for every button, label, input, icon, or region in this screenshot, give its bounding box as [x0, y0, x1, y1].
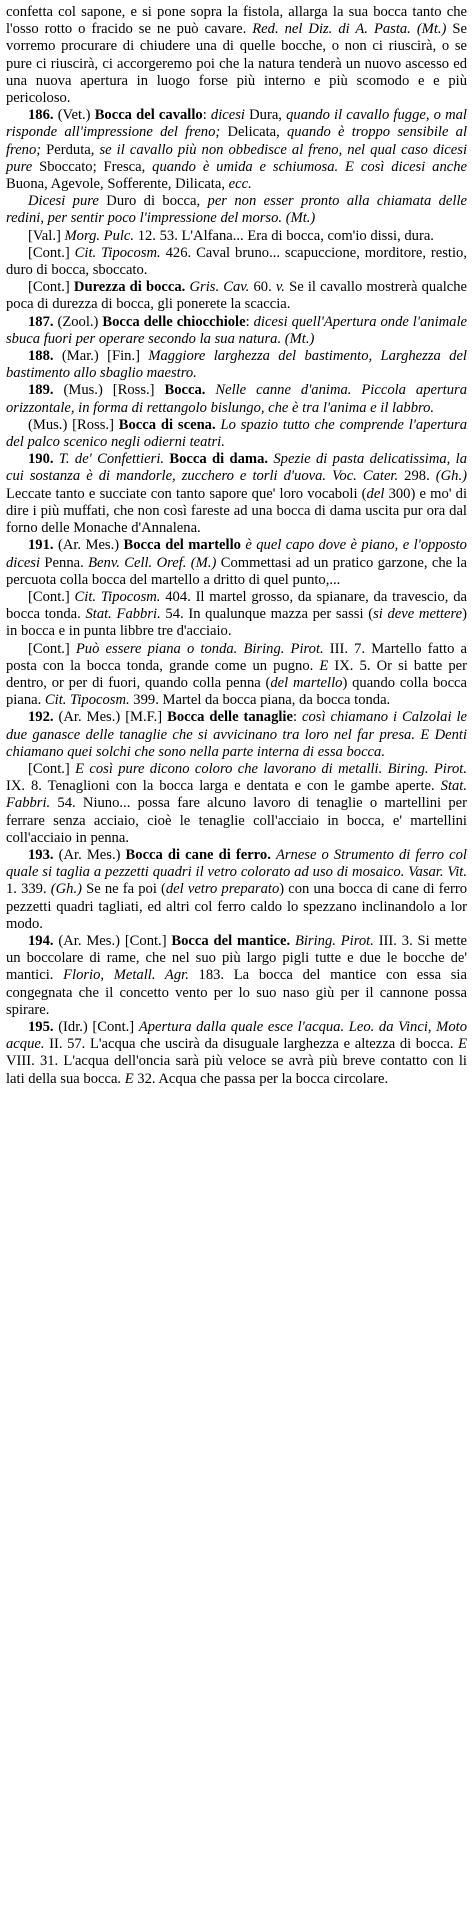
body-text: 183. La bocca del mantice con essa sia congegnata che il concetto vento per lo suo naso giù per il cannone possa spirare.: [6, 967, 467, 1018]
italic-text: per non esser pronto alla chiamata delle redini, per sentir poco l'impressione del morso. (Mt.): [6, 193, 467, 227]
entry-heading: Bocca del cavallo: [94, 107, 203, 124]
italic-text: Lo spazio tutto che comprende l'apertura del palco scenico negli odierni teatri.: [6, 416, 467, 451]
body-text: :: [245, 313, 254, 330]
entry-p0: [6, 4, 467, 107]
entry-p192b: [6, 761, 467, 847]
entry-heading: 189.: [28, 382, 54, 399]
italic-text: Stat. Fabbri.: [85, 606, 161, 623]
italic-text: Cit. Tipocosm.: [74, 588, 161, 605]
italic-text: E: [458, 1036, 467, 1053]
italic-text: quando è umida e schiumosa. E così dicesi anche: [152, 158, 468, 175]
body-text: IX. 5. Or si batte per dentro, or per di fuori, quando colla penna (: [6, 657, 467, 691]
body-text: II. 57. L'acqua che uscirà da disuguale larghezza e altezza di bocca.: [44, 1036, 459, 1053]
italic-text: v.: [275, 279, 285, 296]
italic-text: del vetro preparato: [165, 881, 280, 898]
italic-text: Maggiore larghezza del bastimento, Larghezza del bastimento allo sbaglio maestro.: [6, 348, 467, 382]
body-text: 1. 339.: [6, 881, 51, 898]
entry-p188: [6, 348, 467, 382]
italic-text: (Gh.): [435, 468, 467, 485]
body-text: [205, 382, 215, 398]
entry-heading: Bocca.: [164, 382, 206, 399]
entry-p187: [6, 314, 467, 348]
body-text: (Ar. Mes.) [M.F.]: [53, 709, 168, 726]
italic-text: T. de' Confettieri.: [58, 451, 165, 468]
body-text: Perduta,: [41, 141, 100, 158]
entry-p191b: [6, 589, 467, 641]
body-text: III. 7. Martello fatto a posta con la bocca tonda, grande come un pugno.: [6, 640, 467, 674]
entry-p186c: [6, 228, 467, 245]
italic-text: così chiamano i Calzolai le due ganasce delle tanaglie che si avvicinano tra loro nel far presa. E Denti chiamano quei solchi che sono nella parte interna di essa bocca.: [6, 709, 467, 760]
body-text: (Vet.): [53, 107, 95, 124]
italic-text: quando è troppo sensibile al freno;: [6, 124, 468, 158]
body-text: 54. Niuno... possa fare alcuno lavoro di tenaglie o martellini per ferrare senza acciaio, cioè le tenaglie coll'acciaio in bocca, e' martellini coll'acciaio in penna.: [6, 795, 467, 846]
body-text: (Ar. Mes.): [53, 537, 124, 554]
italic-text: Benv. Cell. Oref. (M.): [88, 554, 217, 571]
entry-heading: 186.: [28, 107, 54, 124]
body-text: 298.: [398, 468, 436, 485]
body-text: (Ar. Mes.) [Cont.]: [53, 932, 172, 949]
body-text: 399. Martel da bocca piana, da bocca tonda.: [129, 692, 391, 709]
entry-heading: 193.: [28, 846, 54, 863]
italic-text: Biring. Pirot.: [294, 932, 374, 949]
body-text: [Cont.]: [28, 244, 75, 261]
italic-text: Gris. Cav.: [189, 279, 250, 296]
entry-p194: [6, 933, 467, 1019]
entry-p186: [6, 107, 467, 193]
body-text: IX. 8. Tenaglioni con la bocca larga e dentata e con le gambe aperte.: [6, 778, 441, 795]
italic-text: quando il cavallo fugge, o mal risponde all'impressione del freno;: [6, 107, 467, 141]
body-text: Se ne fa poi (: [81, 881, 166, 898]
body-text: Buona, Agevole, Sofferente, Dilicata,: [6, 176, 229, 193]
entry-heading: Durezza di bocca.: [73, 279, 186, 296]
italic-text: Nelle canne d'anima. Piccola apertura orizzontale, in forma di rettangolo bislungo, che è tra l'anima e il labbro.: [6, 382, 467, 416]
italic-text: si deve mettere: [373, 606, 463, 623]
italic-text: del martello: [270, 674, 343, 691]
entry-p186d: [6, 245, 467, 279]
italic-text: Dicesi pure: [28, 193, 99, 210]
italic-text: Stat. Fabbri.: [6, 778, 467, 812]
body-text: 12. 53. L'Alfana... Era di bocca, com'io dissi, dura.: [134, 227, 434, 244]
entry-heading: 188.: [28, 348, 54, 365]
entry-heading: 191.: [28, 537, 54, 554]
italic-text: (Gh.): [50, 881, 82, 898]
italic-text: Apertura dalla quale esce l'acqua. Leo. da Vinci, Moto acque.: [6, 1018, 467, 1053]
body-text: 60.: [249, 279, 276, 296]
italic-text: del: [366, 485, 385, 502]
entry-heading: 187.: [28, 313, 54, 330]
entry-p186b: [6, 193, 467, 227]
entry-heading: Bocca di scena.: [118, 416, 216, 433]
entry-p186e: [6, 279, 467, 313]
entry-heading: Bocca di dama.: [169, 451, 269, 468]
entry-p189b: [6, 417, 467, 451]
italic-text: è quel capo dove è piano, e l'opposto dicesi: [6, 537, 467, 571]
body-text: confetta col sapone, e si pone sopra la fistola, allarga la sua bocca tanto che l'osso rotto o fracido se ne può cavare.: [6, 4, 467, 38]
body-text: 404. Il martel grosso, da spianare, da travescio, da bocca tonda.: [6, 588, 467, 623]
body-text: (Idr.) [Cont.]: [53, 1018, 139, 1035]
body-text: ) quando colla bocca piana.: [6, 674, 468, 709]
body-text: Commettasi ad un pratico garzone, che la percuota colla bocca del martello a dritto di quel punto,...: [6, 554, 468, 588]
italic-text: Arnese o Strumento di ferro col quale si taglia a pezzetti quadri il vetro colorato ad uso di mosaico. Vasar. Vit.: [6, 846, 467, 881]
body-text: III. 3. Si mette un boccolare di rame, che nel suo più largo pigli tutte e due le bocche de' mantici.: [6, 932, 467, 984]
body-text: 426. Caval bruno... scapuccione, morditore, restio, duro di bocca, sboccato.: [6, 244, 467, 279]
body-text: (Ar. Mes.): [53, 846, 126, 863]
body-text: [Cont.]: [28, 279, 74, 296]
body-text: [Cont.]: [28, 760, 76, 777]
italic-text: E così pure dicono coloro che lavorano di metalli. Biring. Pirot.: [75, 760, 467, 777]
body-text: (Mus.) [Ross.]: [28, 416, 119, 433]
body-text: Leccate tanto e succiate con tanto sapore que' loro vocaboli (: [6, 485, 367, 502]
italic-text: Cit. Tipocosm.: [74, 244, 161, 261]
body-text: Dura,: [244, 107, 287, 124]
body-text: Duro di bocca,: [98, 193, 208, 210]
italic-text: Florio, Metall. Agr.: [63, 967, 189, 984]
entry-p193: [6, 847, 467, 933]
entry-heading: 192.: [28, 709, 54, 726]
entry-p189: [6, 382, 467, 416]
entry-heading: Bocca del mantice.: [171, 932, 291, 949]
entry-p191c: [6, 641, 467, 710]
entry-heading: 194.: [28, 932, 54, 949]
entry-heading: Bocca delle tanaglie: [167, 709, 293, 726]
italic-text: se il cavallo più non obbedisce al freno, nel qual caso dicesi pure: [6, 141, 467, 175]
body-text: (Zool.): [53, 313, 103, 330]
body-text: Sboccato; Fresca,: [32, 158, 153, 175]
italic-text: Spezie di pasta delicatissima, la cui sostanza è di mandorle, zucchero e torli d'uova. Voc. Cater.: [6, 451, 467, 485]
italic-text: E: [319, 657, 329, 674]
italic-text: Red. nel Diz. di A. Pasta. (Mt.): [252, 21, 447, 38]
body-text: VIII. 31. L'acqua dell'oncia sarà più veloce se avrà più breve contatto con li lati della sua bocca.: [6, 1053, 467, 1087]
body-text: :: [292, 709, 302, 726]
body-text: Delicata,: [220, 124, 287, 141]
body-text: 32. Acqua che passa per la bocca circolare.: [133, 1070, 389, 1087]
body-text: ) in bocca e in punta libbre tre d'acciaio.: [6, 606, 467, 640]
body-text: :: [202, 107, 211, 124]
body-text: ) con una bocca di cane di ferro pezzetti quadri tagliati, ed altri col ferro caldo lo spezzano inclinandolo a lor modo.: [6, 881, 468, 932]
body-text: Se il cavallo mostrerà qualche poca di durezza di bocca, gli ponerete la scaccia.: [6, 279, 468, 313]
body-text: Penna.: [40, 554, 89, 571]
italic-text: Morg. Pulc.: [64, 227, 135, 244]
body-text: (Mus.) [Ross.]: [53, 382, 165, 399]
entry-heading: Bocca delle chiocchiole: [102, 313, 246, 330]
entry-heading: Bocca del martello: [123, 537, 241, 554]
body-text: 300) e mo' di dire i più muffati, che non così fareste ad una bocca di dama uscita pur ora dal forno delle Monache d'Annalena.: [6, 485, 467, 537]
body-text: Se vorremo procurare di chiudere una di quelle bocche, o non ci riuscirà, o se pure ci riuscirà, ci accorgeremo poi che la natura tenderà un nuovo ascesso ed una nuova apertura in luogo forse più interno e più scomodo e e più pericoloso.: [6, 21, 467, 107]
body-text: [Val.]: [28, 227, 65, 244]
entry-heading: 190.: [28, 451, 54, 468]
entry-p192: [6, 709, 467, 761]
italic-text: E: [124, 1070, 134, 1087]
italic-text: ecc.: [228, 176, 252, 193]
entry-heading: Bocca di cane di ferro.: [125, 846, 271, 863]
body-text: [Cont.]: [28, 640, 76, 657]
italic-text: dicesi quell'Apertura onde l'animale sbuca fuori per operare secondo la sua natura. (Mt.): [6, 313, 467, 347]
italic-text: dicesi: [210, 107, 245, 124]
entry-p191: [6, 537, 467, 589]
body-text: (Mar.) [Fin.]: [53, 348, 149, 365]
italic-text: Può essere piana o tonda. Biring. Pirot.: [75, 640, 324, 657]
entry-p195: [6, 1019, 467, 1088]
body-text: [Cont.]: [28, 588, 75, 605]
entry-p190: [6, 451, 467, 537]
entry-heading: 195.: [28, 1018, 54, 1035]
body-text: 54. In qualunque mazza per sassi (: [160, 606, 374, 623]
italic-text: Cit. Tipocosm.: [44, 692, 130, 709]
